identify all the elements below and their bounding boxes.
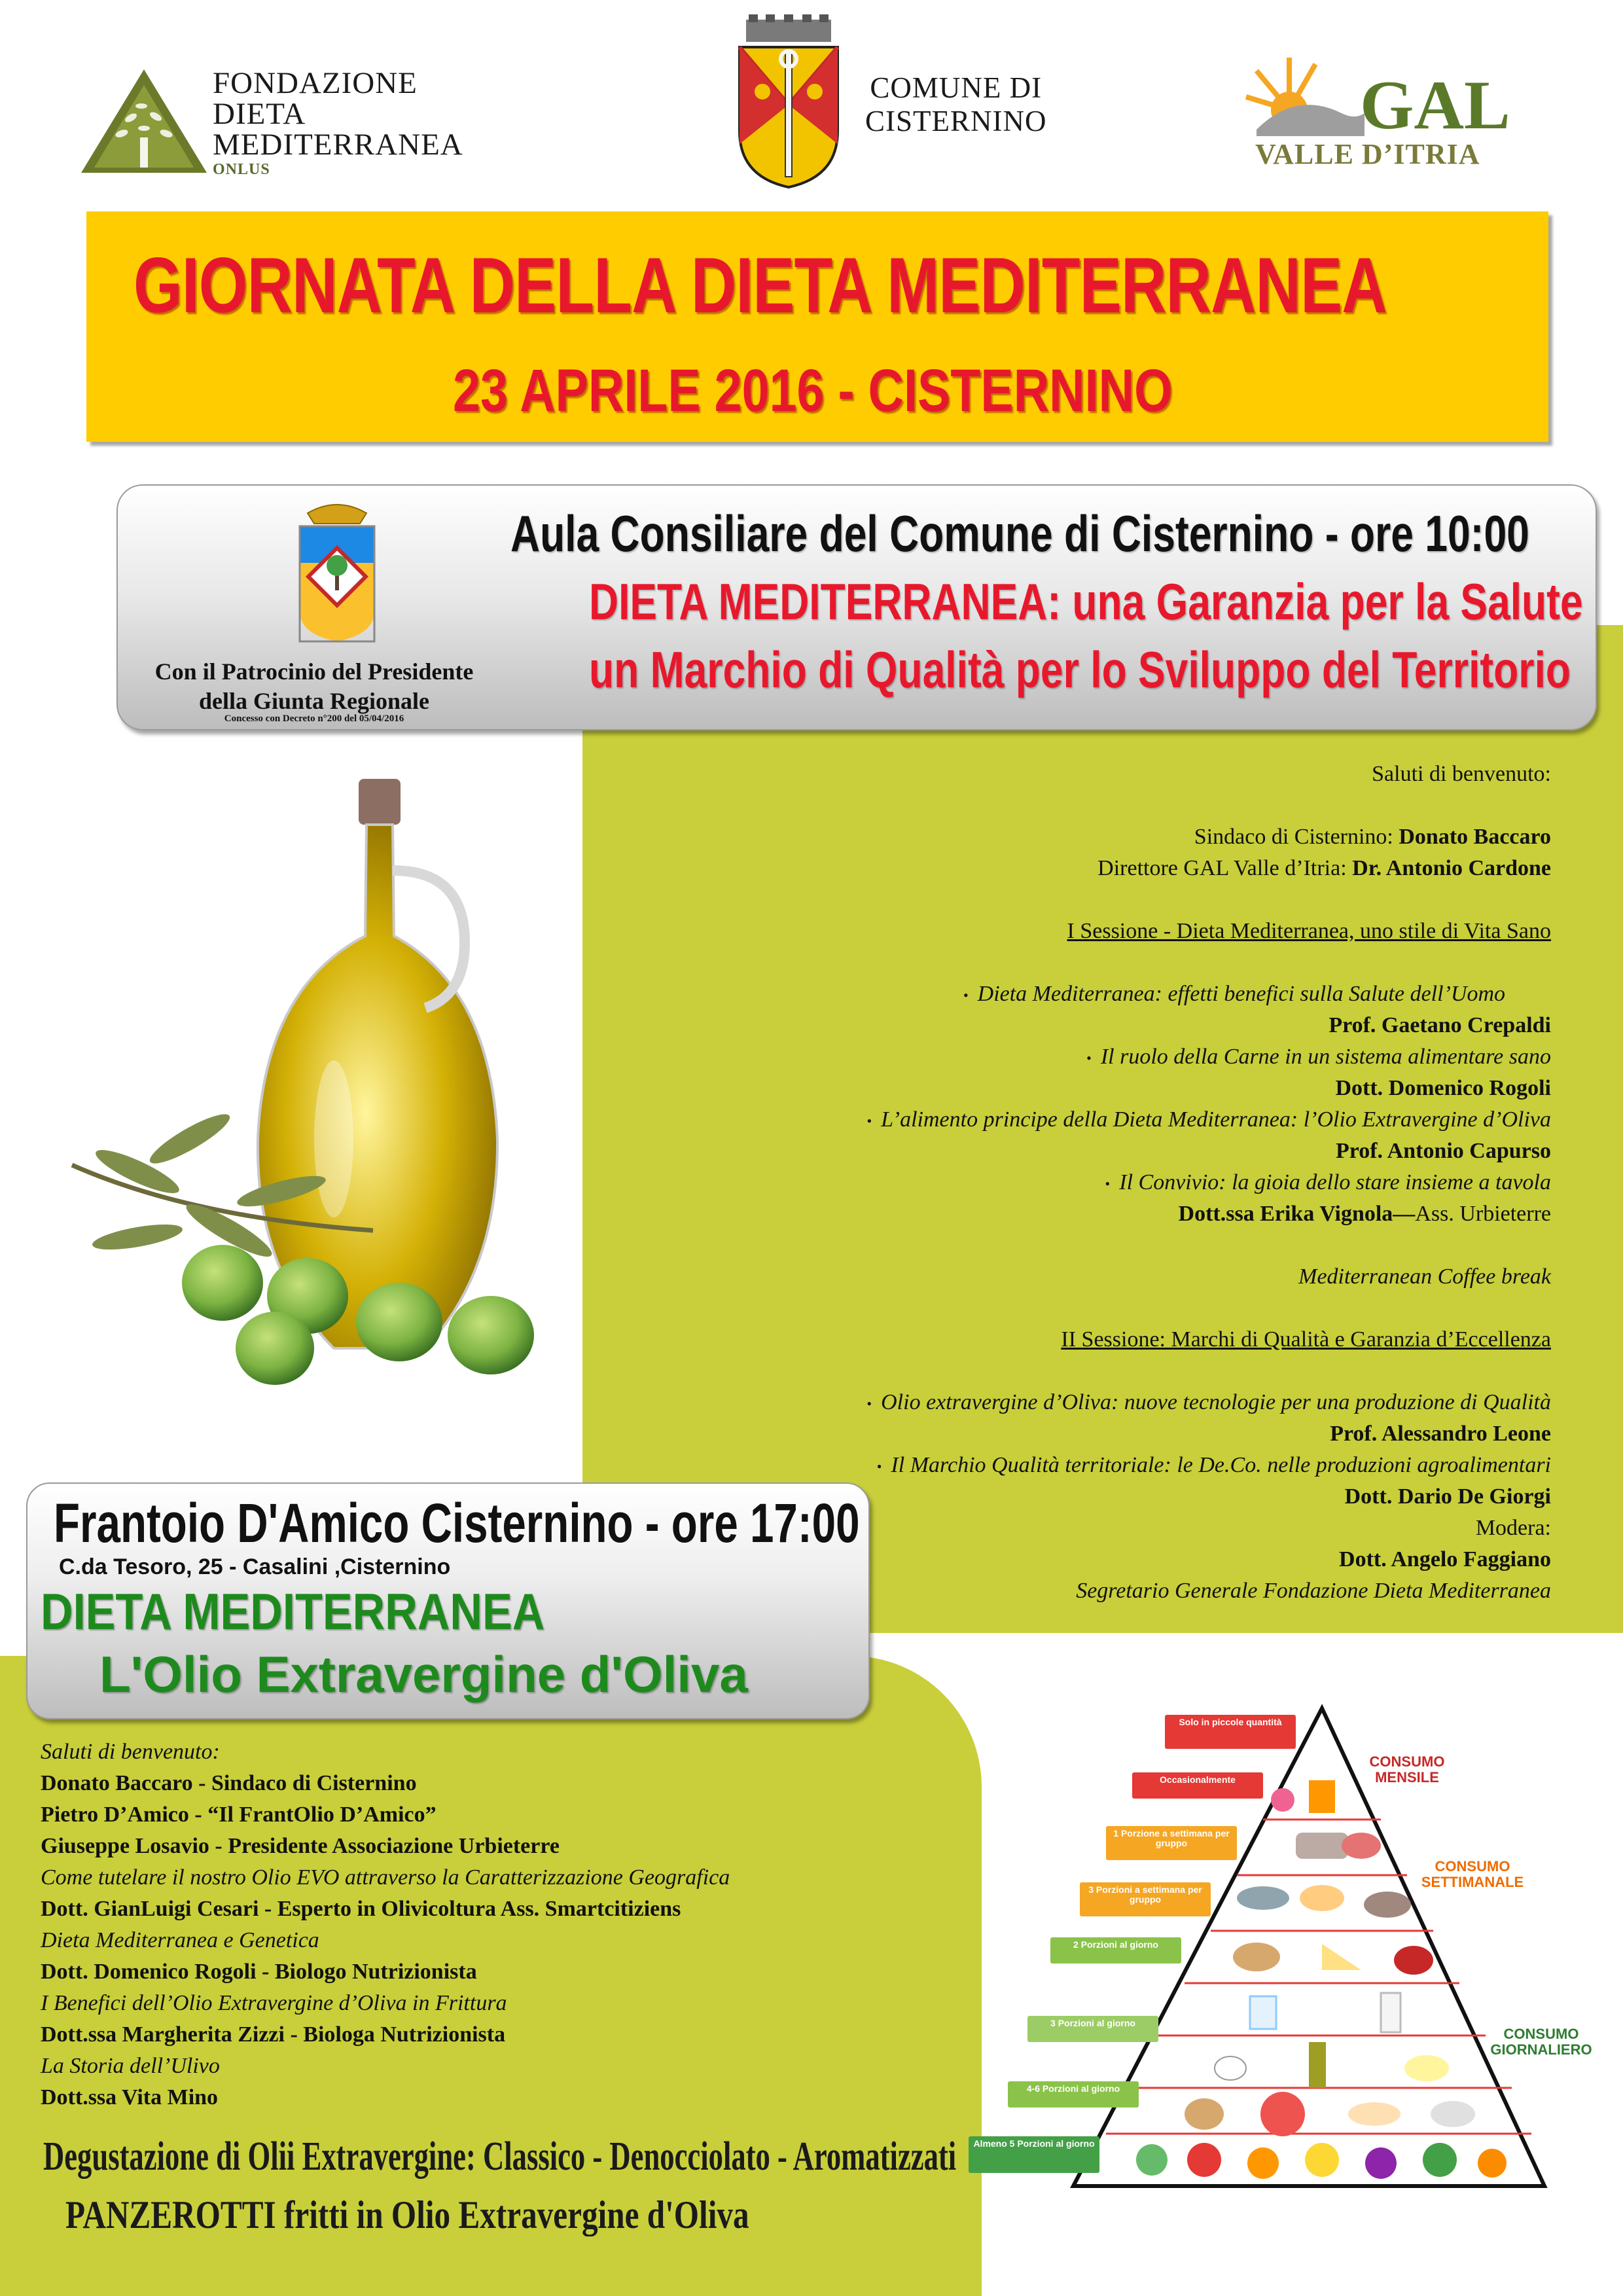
session-2-title: II Sessione: Marchi di Qualità e Garanzia d’Eccellenza	[1061, 1327, 1551, 1352]
afternoon-item: Saluti di benvenuto:	[41, 1740, 220, 1764]
direttore-name: Dr. Antonio Cardone	[1352, 856, 1551, 880]
afternoon-item: Giuseppe Losavio - Presidente Associazione Urbieterre	[41, 1834, 560, 1858]
sindaco-name: Donato Baccaro	[1399, 825, 1551, 849]
talk-4: • Il Convivio: la gioia dello stare insieme a tavola	[1105, 1170, 1551, 1195]
talk-5: • Olio extravergine d’Oliva: nuove tecnologie per una produzione di Qualità	[866, 1390, 1551, 1415]
direttore-label: Direttore GAL Valle d’Itria:	[1097, 856, 1353, 880]
speaker-4-row	[1179, 1202, 1551, 1227]
moderator-name: Dott. Angelo Faggiano	[1339, 1547, 1551, 1571]
pyramid-level-label: Solo in piccole quantità	[1165, 1715, 1296, 1749]
talk-3: • L’alimento principe della Dieta Mediterranea: l’Olio Extravergine d’Oliva	[866, 1107, 1551, 1132]
coffee-break: Mediterranean Coffee break	[1298, 1265, 1551, 1289]
modera-label: Modera:	[1475, 1516, 1551, 1540]
saluti-label: Saluti di benvenuto:	[1372, 762, 1551, 786]
afternoon-item: Donato Baccaro - Sindaco di Cisternino	[41, 1771, 417, 1795]
speaker-3: Prof. Antonio Capurso	[1335, 1139, 1551, 1163]
fondazione-line-1: FONDAZIONE	[213, 66, 418, 100]
morning-subtitle-2: un Marchio di Qualità per lo Sviluppo del Territorio	[589, 641, 1571, 698]
degustazione-text: Degustazione di Olii Extravergine: Classico - Denocciolato - Aromatizzati	[43, 2134, 957, 2179]
afternoon-item: Come tutelare il nostro Olio EVO attraverso la Caratterizzazione Geografica	[41, 1865, 730, 1890]
patrocinio-text	[137, 657, 491, 716]
sindaco-row	[1194, 825, 1551, 850]
patrocinio-line-1: Con il Patrocinio del Presidente	[154, 658, 474, 685]
pyramid-category-daily: CONSUMO GIORNALIERO	[1490, 2026, 1592, 2058]
page-subtitle: 23 APRILE 2016 - CISTERNINO	[453, 357, 1173, 424]
session-1-title: I Sessione - Dieta Mediterranea, uno stile di Vita Sano	[1067, 919, 1551, 943]
panzerotti-text: PANZEROTTI fritti in Olio Extravergine d'Oliva	[65, 2193, 749, 2236]
talk-1: • Dieta Mediterranea: effetti benefici sulla Salute dell’Uomo	[963, 982, 1505, 1007]
afternoon-title-2: L'Olio Extravergine d'Oliva	[99, 1645, 748, 1703]
food-pyramid	[955, 1702, 1610, 2199]
gal-name: GAL	[1360, 67, 1510, 143]
speaker-4: Dott.ssa Erika Vignola—	[1178, 1202, 1416, 1226]
afternoon-address: C.da Tesoro, 25 - Casalini ,Cisternino	[59, 1554, 451, 1579]
talk-2: • Il ruolo della Carne in un sistema alimentare sano	[1086, 1045, 1551, 1069]
afternoon-item: Pietro D’Amico - “Il FrantOlio D’Amico”	[41, 1803, 437, 1827]
afternoon-item: Dott.ssa Margherita Zizzi - Biologa Nutrizionista	[41, 2022, 506, 2047]
patrocinio-line-2: della Giunta Regionale	[198, 688, 430, 714]
gal-logo	[1243, 51, 1510, 175]
pyramid-level-label: 3 Porzioni a settimana per gruppo	[1080, 1882, 1211, 1916]
fondazione-name	[213, 68, 463, 177]
sindaco-label: Sindaco di Cisternino:	[1194, 825, 1399, 849]
speaker-4-org: Ass. Urbieterre	[1415, 1202, 1551, 1226]
pyramid-level-label: 4-6 Porzioni al giorno	[1008, 2081, 1139, 2108]
afternoon-item: Dott. Domenico Rogoli - Biologo Nutrizionista	[41, 1960, 477, 1984]
talk-6: • Il Marchio Qualità territoriale: le De.Co. nelle produzioni agroalimentari	[877, 1453, 1551, 1478]
afternoon-item: I Benefici dell’Olio Extravergine d’Oliva in Frittura	[41, 1991, 507, 2015]
decreto-note: Concesso con Decreto n°200 del 05/04/2016	[224, 713, 404, 724]
comune-line-1: COMUNE DI	[870, 71, 1043, 104]
speaker-2: Dott. Domenico Rogoli	[1335, 1076, 1551, 1100]
gal-subtitle: VALLE D’ITRIA	[1255, 138, 1480, 170]
comune-line-2: CISTERNINO	[865, 105, 1047, 137]
afternoon-title-1: DIETA MEDITERRANEA	[41, 1583, 545, 1640]
pyramid-level-label: Almeno 5 Porzioni al giorno	[969, 2136, 1099, 2173]
olive-oil-bottle-image	[59, 772, 596, 1440]
pyramid-level-label: 3 Porzioni al giorno	[1027, 2016, 1158, 2042]
speaker-1: Prof. Gaetano Crepaldi	[1329, 1013, 1551, 1037]
fondazione-onlus: ONLUS	[213, 161, 270, 178]
pyramid-category-weekly: CONSUMO SETTIMANALE	[1421, 1858, 1524, 1891]
afternoon-session-title: Frantoio D'Amico Cisternino - ore 17:00	[54, 1492, 860, 1554]
afternoon-item: Dott.ssa Vita Mino	[41, 2085, 219, 2109]
morning-session-title: Aula Consiliare del Comune di Cisternino - ore 10:00	[510, 505, 1529, 562]
pyramid-level-label: 1 Porzione a settimana per gruppo	[1106, 1826, 1237, 1860]
comune-crest	[733, 13, 844, 190]
morning-subtitle-1: DIETA MEDITERRANEA: una Garanzia per la Salute	[589, 573, 1583, 630]
afternoon-programme	[41, 1740, 944, 2117]
afternoon-item: La Storia dell’Ulivo	[41, 2054, 220, 2078]
comune-name	[865, 73, 1047, 136]
speaker-6: Dott. Dario De Giorgi	[1344, 1484, 1551, 1509]
pyramid-level-label: 2 Porzioni al giorno	[1050, 1937, 1181, 1964]
afternoon-item: Dieta Mediterranea e Genetica	[41, 1928, 319, 1952]
fondazione-line-3: MEDITERRANEA	[213, 128, 463, 162]
morning-session-header	[116, 484, 1597, 730]
speaker-5: Prof. Alessandro Leone	[1330, 1422, 1551, 1446]
regione-crest	[294, 493, 380, 644]
direttore-row	[1097, 856, 1551, 881]
title-banner	[86, 211, 1548, 442]
afternoon-session-header	[26, 1482, 870, 1719]
page-title: GIORNATA DELLA DIETA MEDITERRANEA	[134, 242, 1387, 329]
moderator-role: Segretario Generale Fondazione Dieta Mediterranea	[1076, 1579, 1551, 1603]
fondazione-line-2: DIETA	[213, 97, 306, 131]
fondazione-logo	[79, 65, 209, 177]
pyramid-level-label: Occasionalmente	[1132, 1772, 1263, 1799]
morning-programme	[589, 762, 1551, 1603]
afternoon-item: Dott. GianLuigi Cesari - Esperto in Olivicoltura Ass. Smartcitiziens	[41, 1897, 681, 1921]
pyramid-category-monthly: CONSUMO MENSILE	[1369, 1753, 1445, 1786]
